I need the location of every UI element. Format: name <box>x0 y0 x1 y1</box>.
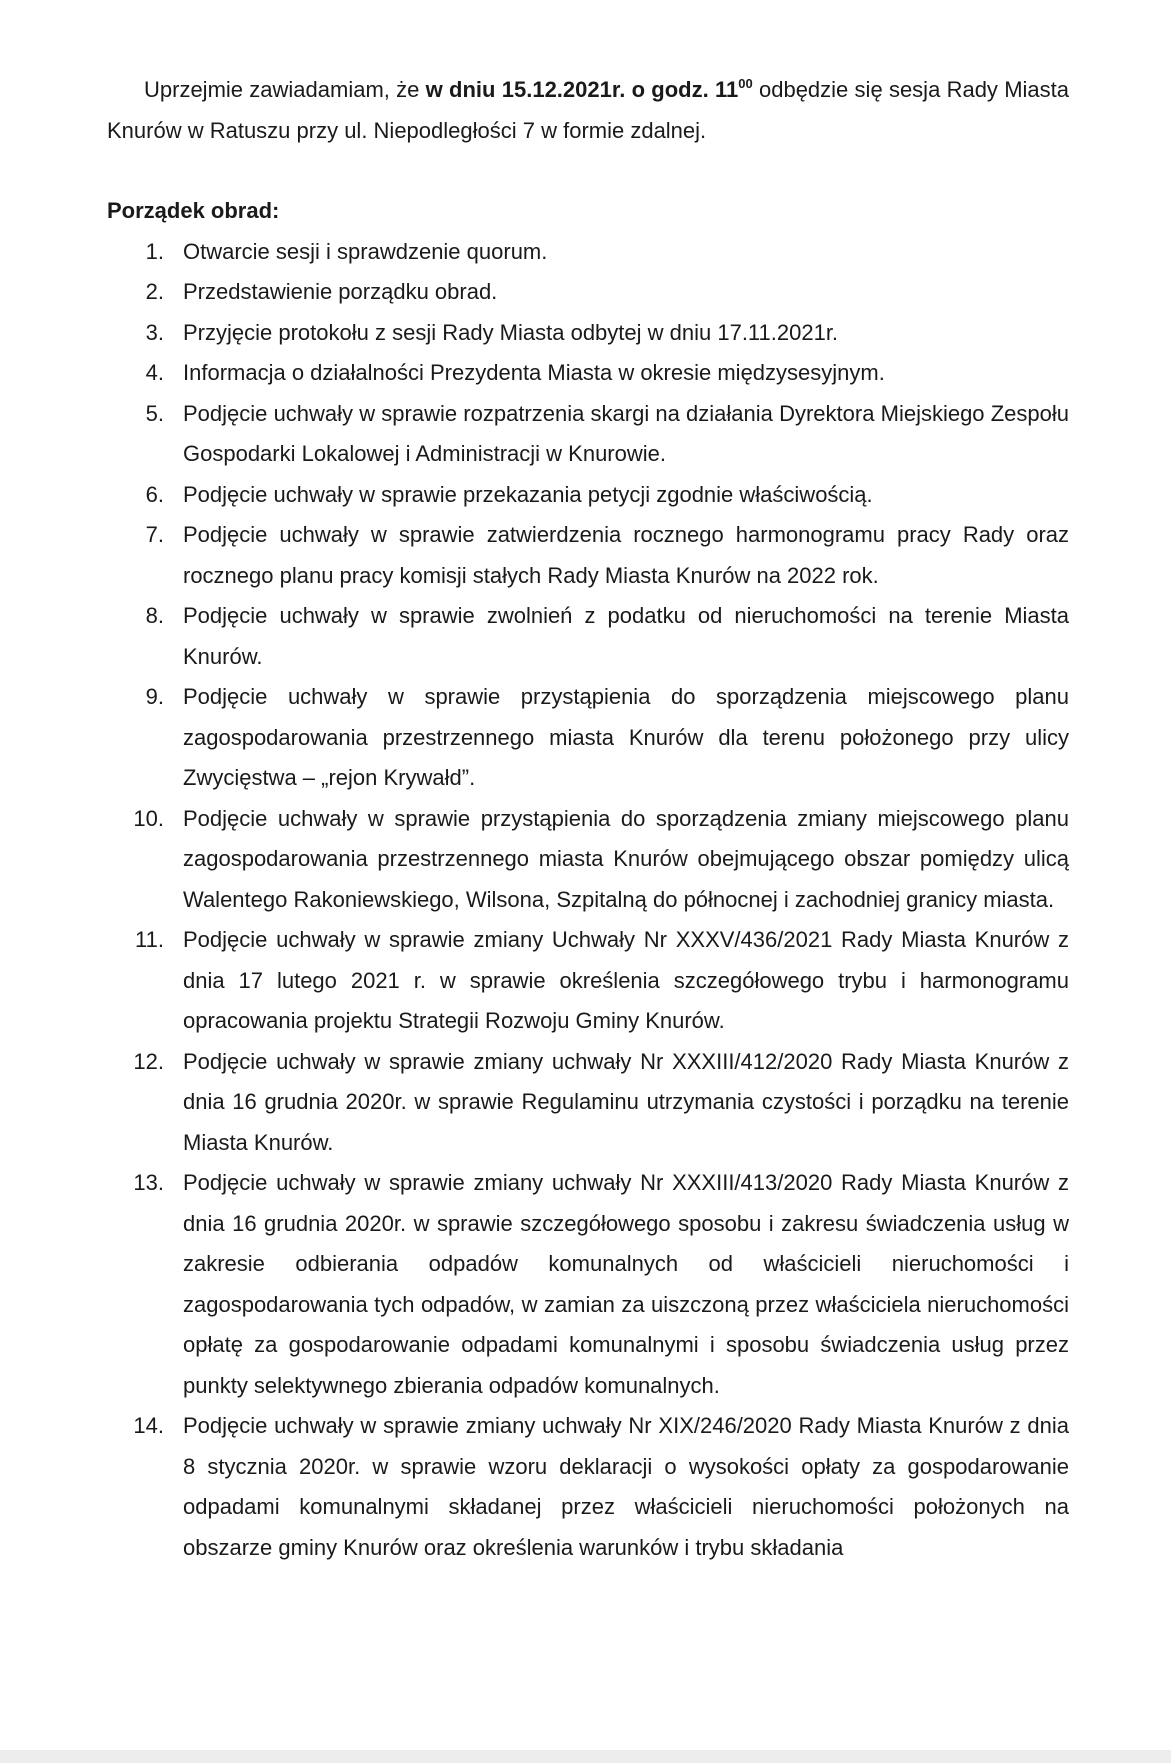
agenda-item-text: Przyjęcie protokołu z sesji Rady Miasta odbytej w dniu 17.11.2021r. <box>183 319 839 345</box>
agenda-item-number: 9. <box>145 684 164 709</box>
agenda-item-number: 1. <box>145 238 164 264</box>
session-date-text: w dniu 15.12.2021r. o godz. 11 <box>425 77 739 102</box>
agenda-heading: Porządek obrad: <box>107 198 280 223</box>
intro-text-start: Uprzejmie zawiadamiam, że <box>144 77 426 102</box>
agenda-item-number: 13. <box>133 1170 164 1195</box>
agenda-item <box>107 272 1069 313</box>
agenda-item-number: 5. <box>145 400 164 426</box>
agenda-item <box>107 394 1069 475</box>
page-bottom-edge <box>0 1750 1171 1763</box>
agenda-item-text: Podjęcie uchwały w sprawie zatwierdzenia rocznego harmonogramu pracy Rady oraz rocznego planu pracy komisji stałych Rady Miasta Knurów na 2022 rok. <box>183 522 1069 588</box>
agenda-item <box>107 1042 1069 1164</box>
agenda-item-number: 14. <box>133 1413 164 1438</box>
agenda-item <box>107 353 1069 394</box>
agenda-item-number: 7. <box>145 522 164 547</box>
session-time-minutes: 00 <box>738 76 753 91</box>
agenda-item <box>107 1406 1069 1568</box>
intro-paragraph <box>107 70 1069 151</box>
agenda-item-text: Podjęcie uchwały w sprawie rozpatrzenia skargi na działania Dyrektora Miejskiego Zespołu Gospodarki Lokalowej i Administracji w Knurowie. <box>183 400 1069 466</box>
agenda-item <box>107 1163 1069 1406</box>
agenda-item <box>107 232 1069 273</box>
agenda-item <box>107 920 1069 1042</box>
agenda-item-text: Podjęcie uchwały w sprawie przekazania petycji zgodnie właściwością. <box>183 481 873 507</box>
agenda-item-number: 12. <box>133 1048 164 1074</box>
agenda-item <box>107 677 1069 799</box>
agenda-item-number: 8. <box>145 603 164 628</box>
agenda-item-number: 11. <box>135 927 164 952</box>
agenda-item-text: Podjęcie uchwały w sprawie przystąpienia do sporządzenia zmiany miejscowego planu zagospodarowania przestrzennego miasta Knurów obejmującego obszar pomiędzy ulicą Walentego Rakoniewskiego, Wilsona, Szpitalną do północnej i zachodniej granicy miasta. <box>183 805 1069 912</box>
agenda-item-text: Podjęcie uchwały w sprawie przystąpienia do sporządzenia miejscowego planu zagospodarowania przestrzennego miasta Knurów dla terenu położonego przy ulicy Zwycięstwa – „rejon Krywałd”. <box>183 684 1069 790</box>
agenda-item-number: 3. <box>145 319 164 345</box>
agenda-item-number: 4. <box>145 360 164 385</box>
agenda-item-text: Podjęcie uchwały w sprawie zmiany Uchwały Nr XXXV/436/2021 Rady Miasta Knurów z dnia 17 lutego 2021 r. w sprawie określenia szczegółowego trybu i harmonogramu opracowania projektu Strategii Rozwoju Gminy Knurów. <box>183 927 1069 1033</box>
agenda-list <box>107 232 1069 1569</box>
agenda-item-text: Podjęcie uchwały w sprawie zmiany uchwały Nr XXXIII/412/2020 Rady Miasta Knurów z dnia 16 grudnia 2020r. w sprawie Regulaminu utrzymania czystości i porządku na terenie Miasta Knurów. <box>183 1048 1069 1155</box>
session-date-time <box>426 77 753 102</box>
intro-text-end: odbędzie się sesja Rady Miasta Knurów w Ratuszu przy ul. Niepodległości 7 w formie zdalnej. <box>107 77 1069 143</box>
agenda-item <box>107 515 1069 596</box>
agenda-item-text: Informacja o działalności Prezydenta Miasta w okresie międzysesyjnym. <box>183 360 885 385</box>
agenda-item <box>107 313 1069 354</box>
document-body <box>107 70 1069 1568</box>
agenda-item-number: 2. <box>145 279 164 304</box>
agenda-item-text: Podjęcie uchwały w sprawie zmiany uchwały Nr XIX/246/2020 Rady Miasta Knurów z dnia 8 stycznia 2020r. w sprawie wzoru deklaracji o wysokości opłaty za gospodarowanie odpadami komunalnymi składanej przez właścicieli nieruchomości położonych na obszarze gminy Knurów oraz określenia warunków i trybu składania <box>183 1413 1069 1560</box>
agenda-item <box>107 475 1069 516</box>
agenda-item-number: 6. <box>145 481 164 507</box>
agenda-item-text: Otwarcie sesji i sprawdzenie quorum. <box>183 238 548 264</box>
agenda-item-text: Przedstawienie porządku obrad. <box>183 279 498 304</box>
agenda-item <box>107 799 1069 921</box>
agenda-item-text: Podjęcie uchwały w sprawie zmiany uchwały Nr XXXIII/413/2020 Rady Miasta Knurów z dnia 16 grudnia 2020r. w sprawie szczegółowego sposobu i zakresu świadczenia usług w zakresie odbierania odpadów komunalnych od właścicieli nieruchomości i zagospodarowania tych odpadów, w zamian za uiszczoną przez właściciela nieruchomości opłatę za gospodarowanie odpadami komunalnymi i sposobu świadczenia usług przez punkty selektywnego zbierania odpadów komunalnych. <box>183 1170 1069 1398</box>
agenda-item <box>107 596 1069 677</box>
agenda-item-number: 10. <box>133 805 164 831</box>
agenda-item-text: Podjęcie uchwały w sprawie zwolnień z podatku od nieruchomości na terenie Miasta Knurów. <box>183 603 1069 669</box>
